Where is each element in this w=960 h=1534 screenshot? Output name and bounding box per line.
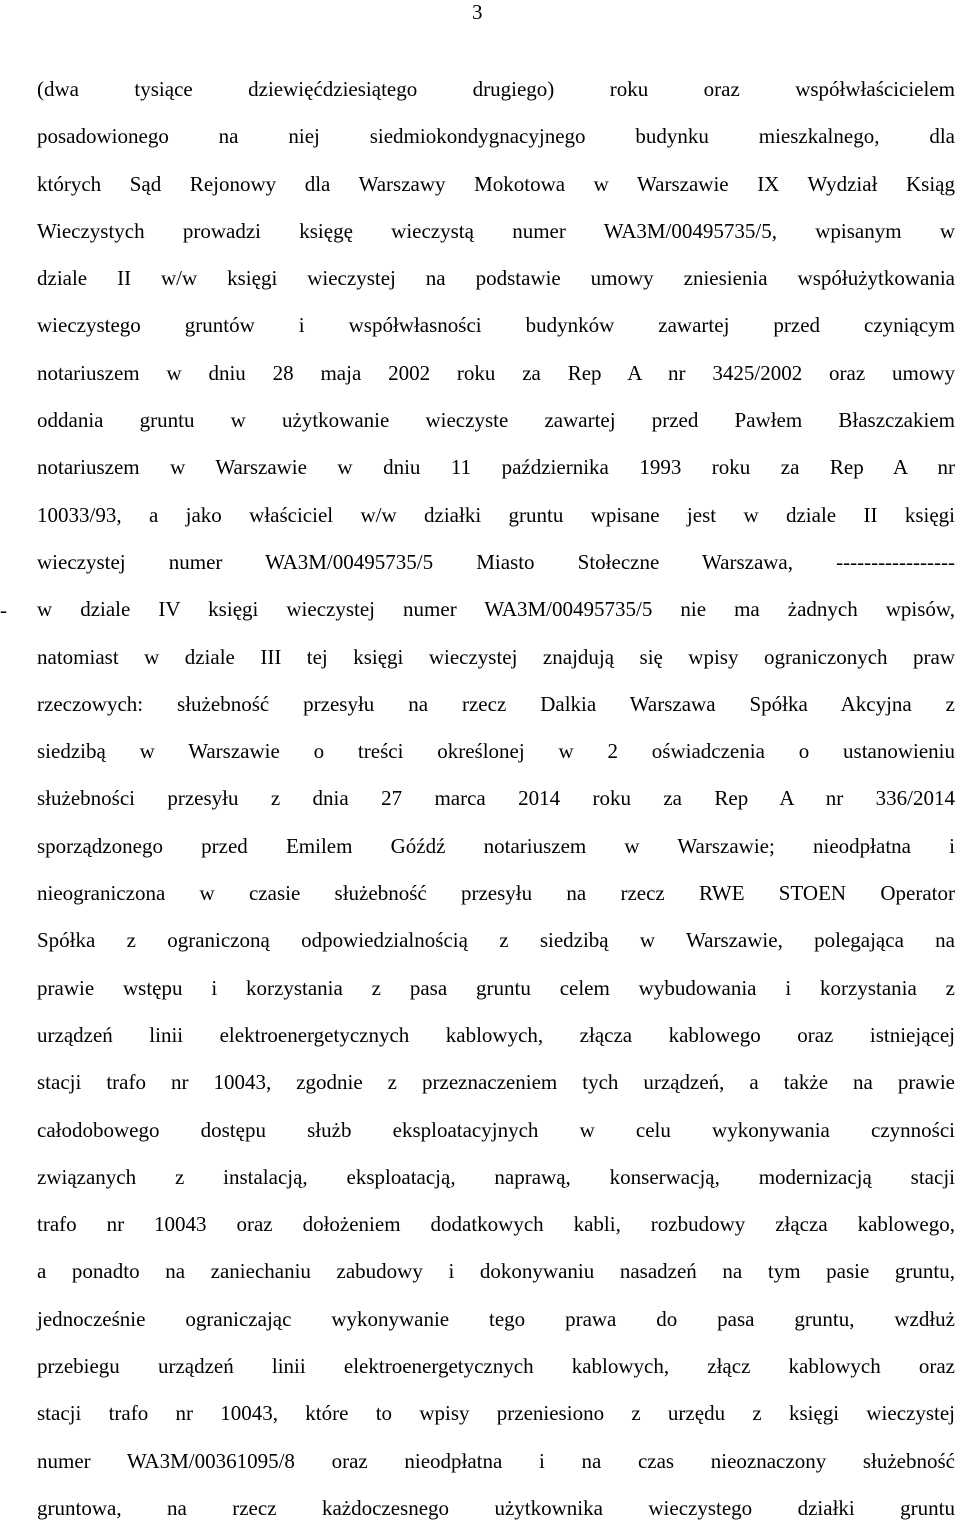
text-line: służebności przesyłu z dnia 27 marca 2014 roku za Rep A nr 336/2014 (37, 786, 955, 811)
text-line: stacji trafo nr 10043, zgodnie z przeznaczeniem tych urządzeń, a także na prawie (37, 1070, 955, 1095)
text-line: jednocześnie ograniczając wykonywanie tego prawa do pasa gruntu, wzdłuż (37, 1306, 955, 1331)
paragraph-dash-marker: - (0, 598, 7, 622)
document-body (37, 68, 955, 1534)
text-line: wieczystego gruntów i współwłasności budynków zawartej przed czyniącym (37, 313, 955, 338)
page-number: 3 (472, 0, 483, 24)
text-line: sporządzonego przed Emilem Góźdź notariuszem w Warszawie; nieodpłatna i (37, 833, 955, 858)
text-line: w dziale IV księgi wieczystej numer WA3M/00495735/5 nie ma żadnych wpisów, (37, 597, 955, 622)
text-line: wieczystej numer WA3M/00495735/5 Miasto Stołeczne Warszawa, ----------------- (37, 549, 955, 574)
text-line: natomiast w dziale III tej księgi wieczystej znajdują się wpisy ograniczonych praw (37, 644, 955, 669)
text-line: notariuszem w Warszawie w dniu 11 października 1993 roku za Rep A nr (37, 455, 955, 480)
text-line: prawie wstępu i korzystania z pasa gruntu celem wybudowania i korzystania z (37, 975, 955, 1000)
text-line: siedzibą w Warszawie o treści określonej w 2 oświadczenia o ustanowieniu (37, 739, 955, 764)
text-line: posadowionego na niej siedmiokondygnacyjnego budynku mieszkalnego, dla (37, 124, 955, 149)
text-line: notariuszem w dniu 28 maja 2002 roku za Rep A nr 3425/2002 oraz umowy (37, 360, 955, 385)
text-line: a ponadto na zaniechaniu zabudowy i dokonywaniu nasadzeń na tym pasie gruntu, (37, 1259, 955, 1284)
text-line: przebiegu urządzeń linii elektroenergetycznych kablowych, złącz kablowych oraz (37, 1354, 955, 1379)
text-line: nieograniczona w czasie służebność przesyłu na rzecz RWE STOEN Operator (37, 881, 955, 906)
text-line: 10033/93, a jako właściciel w/w działki gruntu wpisane jest w dziale II księgi (37, 502, 955, 527)
text-line: oddania gruntu w użytkowanie wieczyste zawartej przed Pawłem Błaszczakiem (37, 408, 955, 433)
text-line: numer WA3M/00361095/8 oraz nieodpłatna i na czas nieoznaczony służebność (37, 1448, 955, 1473)
text-line: dziale II w/w księgi wieczystej na podstawie umowy zniesienia współużytkowania (37, 266, 955, 291)
text-line: których Sąd Rejonowy dla Warszawy Mokotowa w Warszawie IX Wydział Ksiąg (37, 171, 955, 196)
text-line: związanych z instalacją, eksploatacją, naprawą, konserwacją, modernizacją stacji (37, 1164, 955, 1189)
text-line: Wieczystych prowadzi księgę wieczystą numer WA3M/00495735/5, wpisanym w (37, 218, 955, 243)
text-line: gruntowa, na rzecz każdoczesnego użytkownika wieczystego działki gruntu (37, 1495, 955, 1520)
text-line: rzeczowych: służebność przesyłu na rzecz Dalkia Warszawa Spółka Akcyjna z (37, 691, 955, 716)
text-line: urządzeń linii elektroenergetycznych kablowych, złącza kablowego oraz istniejącej (37, 1022, 955, 1047)
text-line: (dwa tysiące dziewięćdziesiątego drugiego) roku oraz współwłaścicielem (37, 77, 955, 101)
text-line: stacji trafo nr 10043, które to wpisy przeniesiono z urzędu z księgi wieczystej (37, 1401, 955, 1426)
text-line: całodobowego dostępu służb eksploatacyjnych w celu wykonywania czynności (37, 1117, 955, 1142)
text-line: Spółka z ograniczoną odpowiedzialnością z siedzibą w Warszawie, polegająca na (37, 928, 955, 953)
text-line: trafo nr 10043 oraz dołożeniem dodatkowych kabli, rozbudowy złącza kablowego, (37, 1212, 955, 1237)
